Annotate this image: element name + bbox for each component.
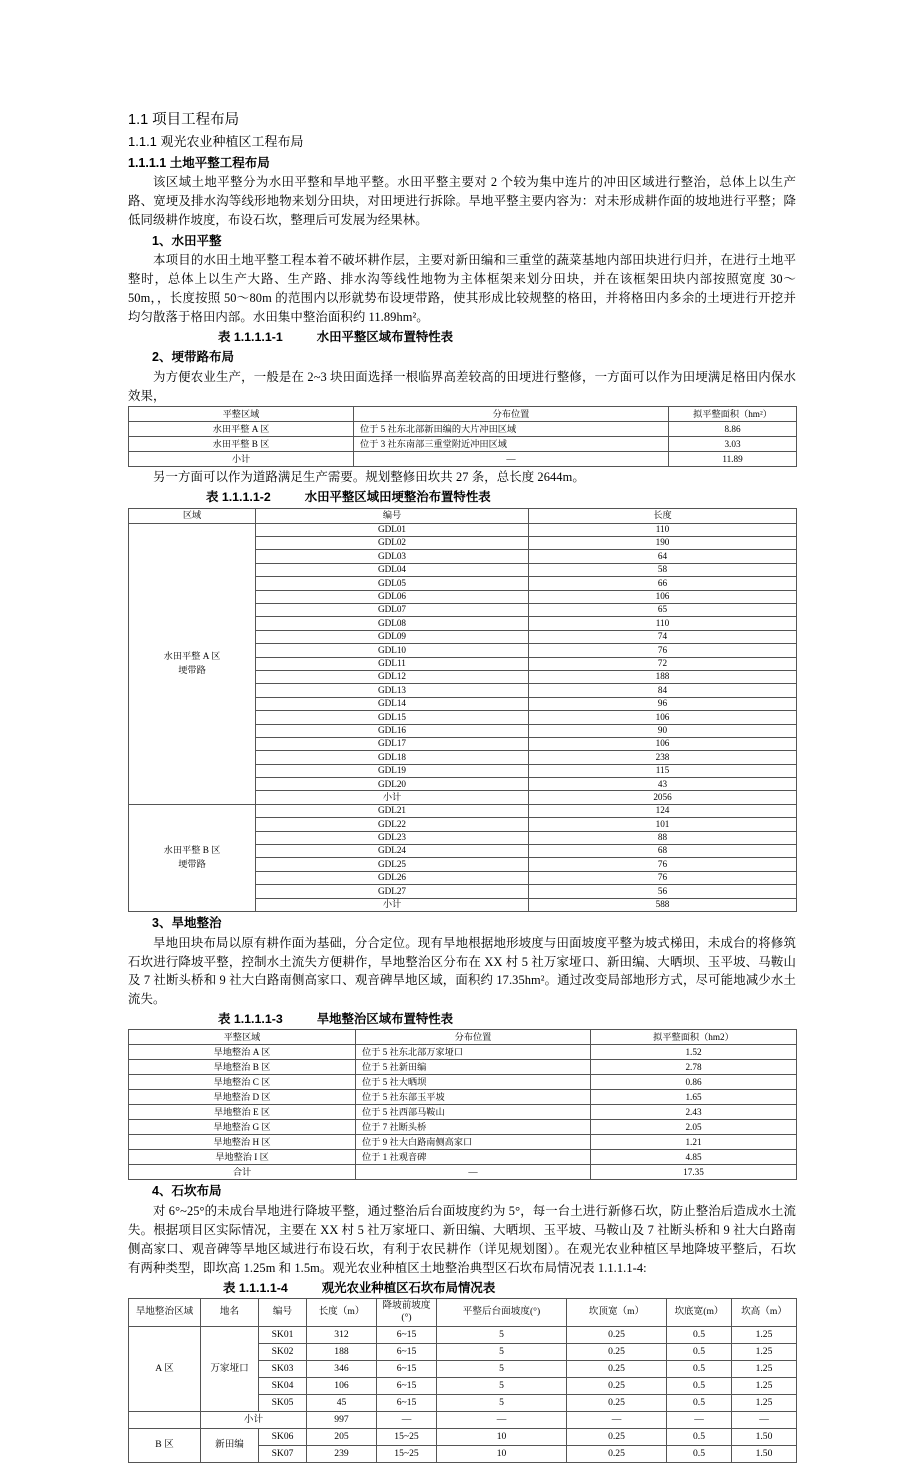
- cell-subtotal-top-width: —: [567, 1411, 667, 1428]
- cell-area: 旱地整治 E 区: [129, 1105, 356, 1120]
- table-caption-3-number: 表 1.1.1.1-3: [218, 1012, 283, 1027]
- cell-size: 1.65: [591, 1090, 797, 1105]
- cell-area: 小计: [129, 452, 354, 467]
- col-header-region: 区域: [129, 508, 256, 523]
- cell-code: GDL03: [256, 550, 529, 563]
- col-header-length: 长度: [529, 508, 797, 523]
- cell-length: 68: [529, 845, 797, 858]
- table-row: [129, 508, 797, 523]
- cell-size: 2.78: [591, 1060, 797, 1075]
- cell-length: 110: [529, 617, 797, 630]
- col-header-slope-after: 平整后台面坡度(°): [437, 1298, 567, 1326]
- paragraph-paddy-leveling: 本项目的水田土地平整工程本着不破坏耕作层，主要对新田编和三重堂的蔬菜基地内部田块进行归并，在进行土地平整时，总体上以生产大路、生产路、排水沟等线性地物为主体框架来划分田块，并在该框架田块内部按照宽度 30～50m，，长度按照 50～80m 的范围内以形就势布设埂带路，使其形成比较规整的格田，并将格田内多余的土埂进行开挖并均匀散落于格田内部。水田集中整治面积约 11.89hm²。: [128, 253, 796, 324]
- cell-code: GDL15: [256, 711, 529, 724]
- cell-area: 旱地整治 I 区: [129, 1150, 356, 1165]
- cell-code: GDL14: [256, 697, 529, 710]
- cell-length: 101: [529, 818, 797, 831]
- cell-code: GDL04: [256, 563, 529, 576]
- cell-slope-after: 5: [437, 1343, 567, 1360]
- table-row: [129, 1075, 797, 1090]
- cell-subtotal-slope-before: —: [377, 1411, 437, 1428]
- table-row: [129, 804, 797, 817]
- col-header-location: 分布位置: [354, 407, 669, 422]
- cell-slope-before: 6~15: [377, 1394, 437, 1411]
- table-row: [129, 1326, 797, 1343]
- cell-length: 66: [529, 577, 797, 590]
- table-row: [129, 1150, 797, 1165]
- cell-slope-before: 15~25: [377, 1428, 437, 1445]
- cell-location: 位于 9 社大白路南侧高家口: [356, 1135, 591, 1150]
- table-caption-4-number: 表 1.1.1.1-4: [223, 1280, 288, 1295]
- cell-subtotal-blank: [129, 1411, 201, 1428]
- section-title-paddy-leveling: 1、水田平整: [152, 233, 222, 248]
- cell-code: GDL26: [256, 871, 529, 884]
- cell-region-a: A 区: [129, 1326, 201, 1411]
- cell-code: GDL22: [256, 818, 529, 831]
- cell-region-group-b: [129, 804, 256, 911]
- cell-code: SK01: [259, 1326, 307, 1343]
- cell-code: GDL01: [256, 523, 529, 536]
- cell-code: GDL20: [256, 778, 529, 791]
- cell-area: 水田平整 B 区: [129, 437, 354, 452]
- cell-total-label: 合计: [129, 1165, 356, 1180]
- cell-size: 1.52: [591, 1045, 797, 1060]
- cell-slope-after: 5: [437, 1394, 567, 1411]
- cell-height: 1.50: [732, 1445, 797, 1462]
- cell-location: 位于 1 社观音碑: [356, 1150, 591, 1165]
- col-header-place-name: 地名: [201, 1298, 259, 1326]
- col-header-area-size: 拟平整面积（hm2）: [591, 1030, 797, 1045]
- cell-slope-before: 6~15: [377, 1360, 437, 1377]
- cell-top-width: 0.25: [567, 1360, 667, 1377]
- cell-subtotal-value: 588: [529, 898, 797, 911]
- cell-size: 2.05: [591, 1120, 797, 1135]
- cell-region-group-a: [129, 523, 256, 804]
- cell-total-location: —: [356, 1165, 591, 1180]
- cell-location: 位于 7 社断头桥: [356, 1120, 591, 1135]
- cell-length: 205: [307, 1428, 377, 1445]
- cell-length: 76: [529, 871, 797, 884]
- cell-height: 1.50: [732, 1428, 797, 1445]
- cell-code: GDL05: [256, 577, 529, 590]
- cell-place-a: 万家垭口: [201, 1326, 259, 1411]
- col-header-slope-before: 降坡前坡度(°): [377, 1298, 437, 1326]
- cell-top-width: 0.25: [567, 1445, 667, 1462]
- table-row: [129, 422, 797, 437]
- cell-code: GDL27: [256, 885, 529, 898]
- cell-bottom-width: 0.5: [667, 1428, 732, 1445]
- cell-size: 0.86: [591, 1075, 797, 1090]
- col-header-area: 平整区域: [129, 1030, 356, 1045]
- cell-code: GDL11: [256, 657, 529, 670]
- section-heading-1-1-1: 1.1.1 观光农业种植区工程布局: [128, 134, 304, 150]
- cell-length: 190: [529, 537, 797, 550]
- cell-total-size: 17.35: [591, 1165, 797, 1180]
- cell-size: 8.86: [669, 422, 797, 437]
- table-stone-ridge-layout: [128, 1298, 797, 1463]
- cell-location: 位于 5 社西部马鞍山: [356, 1105, 591, 1120]
- cell-area: 旱地整治 H 区: [129, 1135, 356, 1150]
- cell-code: SK07: [259, 1445, 307, 1462]
- region-label-line2: 埂带路: [178, 664, 206, 675]
- cell-height: 1.25: [732, 1343, 797, 1360]
- table-row: [129, 1105, 797, 1120]
- table-caption-2-number: 表 1.1.1.1-2: [206, 490, 271, 505]
- cell-subtotal-length: 997: [307, 1411, 377, 1428]
- table-paddy-leveling-areas: [128, 406, 797, 467]
- cell-code: GDL24: [256, 845, 529, 858]
- cell-bottom-width: 0.5: [667, 1377, 732, 1394]
- cell-code: GDL02: [256, 537, 529, 550]
- cell-length: 346: [307, 1360, 377, 1377]
- cell-area: 旱地整治 G 区: [129, 1120, 356, 1135]
- col-header-height: 坎高（m）: [732, 1298, 797, 1326]
- cell-area: 旱地整治 A 区: [129, 1045, 356, 1060]
- cell-length: 88: [529, 831, 797, 844]
- paragraph-ridge-road-layout: 为方便农业生产，一般是在 2~3 块田面选择一根临界高差较高的田埂进行整修，一方面可以作为田埂满足格田内保水效果，: [128, 369, 796, 403]
- col-header-code: 编号: [259, 1298, 307, 1326]
- cell-subtotal-label: 小计: [256, 791, 529, 804]
- cell-length: 96: [529, 697, 797, 710]
- cell-top-width: 0.25: [567, 1326, 667, 1343]
- cell-bottom-width: 0.5: [667, 1326, 732, 1343]
- cell-length: 58: [529, 563, 797, 576]
- cell-subtotal-height: —: [732, 1411, 797, 1428]
- table-caption-1-title: 水田平整区域布置特性表: [316, 329, 454, 344]
- cell-code: GDL17: [256, 737, 529, 750]
- cell-slope-after: 5: [437, 1326, 567, 1343]
- cell-length: 56: [529, 885, 797, 898]
- section-title-ridge-road-layout: 2、埂带路布局: [152, 350, 234, 364]
- cell-slope-before: 6~15: [377, 1377, 437, 1394]
- table-row: [129, 437, 797, 452]
- cell-area: 旱地整治 C 区: [129, 1075, 356, 1090]
- paragraph-stone-ridge-layout: 对 6°~25°的未成台旱地进行降坡平整，通过整治后台面坡度约为 5°，每一台土进行新修石坎，防止整治后造成水土流失。根据项目区实际情况，主要在 XX 村 5 社万家垭口、新田编、大晒坝、玉平坡、马鞍山及 7 社断头桥和 9 社大白路南侧高家口、观音碑等旱地区域进行布设石坎，有利于农民耕作（详见规划图）。在观光农业种植区旱地降坡平整后，石坎有两种类型，即坎高 1.25m 和 1.5m。观光农业种植区土地整治典型区石坎布局情况表 1.1.1.1-4:: [128, 1204, 796, 1275]
- col-header-top-width: 坎顶宽（m）: [567, 1298, 667, 1326]
- cell-length: 84: [529, 684, 797, 697]
- cell-code: GDL08: [256, 617, 529, 630]
- paragraph-dryland-treatment: 旱地田块布局以原有耕作面为基础，分合定位。现有旱地根据地形坡度与田面坡度平整为坡式梯田，未成台的将修筑石坎进行降坡平整，控制水土流失方便耕作，旱地整治区分布在 XX 村 5 社万家垭口、新田编、大晒坝、玉平坡、马鞍山及 7 社断头桥和 9 社大白路南侧高家口、观音碑旱地区域，面积约 17.35hm²。通过改变局部地形方式，尽可能地减少水土流失。: [128, 935, 796, 1007]
- cell-code: GDL23: [256, 831, 529, 844]
- table-caption-2-title: 水田平整区域田埂整治布置特性表: [304, 490, 491, 505]
- cell-code: GDL06: [256, 590, 529, 603]
- cell-length: 106: [529, 737, 797, 750]
- cell-length: 64: [529, 550, 797, 563]
- table-row: [129, 1090, 797, 1105]
- cell-top-width: 0.25: [567, 1343, 667, 1360]
- cell-code: GDL13: [256, 684, 529, 697]
- table-row: [129, 1165, 797, 1180]
- col-header-location: 分布位置: [356, 1030, 591, 1045]
- table-row: [129, 1060, 797, 1075]
- cell-length: 76: [529, 644, 797, 657]
- cell-size: 4.85: [591, 1150, 797, 1165]
- cell-length: 124: [529, 804, 797, 817]
- cell-code: SK06: [259, 1428, 307, 1445]
- cell-area: 旱地整治 D 区: [129, 1090, 356, 1105]
- cell-length: 90: [529, 724, 797, 737]
- col-header-area-size: 拟平整面积（hm²）: [669, 407, 797, 422]
- col-header-dryland-region: 旱地整治区域: [129, 1298, 201, 1326]
- cell-code: SK04: [259, 1377, 307, 1394]
- table-dryland-areas: [128, 1029, 797, 1180]
- cell-bottom-width: 0.5: [667, 1445, 732, 1462]
- table-caption-4: [128, 1280, 796, 1297]
- cell-subtotal-label: 小计: [256, 898, 529, 911]
- cell-code: SK05: [259, 1394, 307, 1411]
- region-label-line1: 水田平整 A 区: [163, 650, 221, 661]
- cell-location: 位于 5 社东北部新田编的大片冲田区域: [354, 422, 669, 437]
- cell-length: 115: [529, 764, 797, 777]
- table-row: [129, 1030, 797, 1045]
- table-row: [129, 1135, 797, 1150]
- cell-place-b: 新田编: [201, 1428, 259, 1462]
- cell-area: 旱地整治 B 区: [129, 1060, 356, 1075]
- cell-subtotal-slope-after: —: [437, 1411, 567, 1428]
- cell-location: 位于 5 社新田编: [356, 1060, 591, 1075]
- cell-code: GDL16: [256, 724, 529, 737]
- col-header-area: 平整区域: [129, 407, 354, 422]
- table-ridge-treatment: [128, 508, 797, 912]
- col-header-code: 编号: [256, 508, 529, 523]
- cell-length: 238: [529, 751, 797, 764]
- cell-code: GDL10: [256, 644, 529, 657]
- intro-paragraph: 该区域土地平整分为水田平整和旱地平整。水田平整主要对 2 个较为集中连片的冲田区域进行整治，总体上以生产路、宽埂及排水沟等线形地物来划分田块，对田埂进行拆除。旱地平整主要内容为：对未形成耕作面的坡地进行平整；降低同级耕作坡度，布设石坎，整理后可发展为经果林。: [128, 174, 796, 227]
- cell-length: 188: [529, 670, 797, 683]
- table-caption-3-title: 旱地整治区域布置特性表: [316, 1012, 454, 1027]
- cell-subtotal-label: 小计: [201, 1411, 307, 1428]
- cell-slope-before: 15~25: [377, 1445, 437, 1462]
- table-row: [129, 1298, 797, 1326]
- table-row: [129, 452, 797, 467]
- table-caption-3: [128, 1011, 796, 1028]
- cell-length: 65: [529, 603, 797, 616]
- cell-size: 11.89: [669, 452, 797, 467]
- cell-code: GDL12: [256, 670, 529, 683]
- cell-height: 1.25: [732, 1394, 797, 1411]
- cell-bottom-width: 0.5: [667, 1343, 732, 1360]
- cell-top-width: 0.25: [567, 1428, 667, 1445]
- page-title: 1.1 项目工程布局: [128, 112, 240, 128]
- col-header-bottom-width: 坎底宽(m）: [667, 1298, 732, 1326]
- cell-length: 106: [529, 590, 797, 603]
- cell-length: 45: [307, 1394, 377, 1411]
- cell-code: GDL25: [256, 858, 529, 871]
- cell-slope-before: 6~15: [377, 1343, 437, 1360]
- table-caption-4-title: 观光农业种植区石坎布局情况表: [321, 1280, 496, 1295]
- cell-top-width: 0.25: [567, 1394, 667, 1411]
- section-title-dryland-treatment: 3、旱地整治: [152, 915, 222, 930]
- cell-height: 1.25: [732, 1360, 797, 1377]
- col-header-length: 长度（m）: [307, 1298, 377, 1326]
- cell-slope-after: 10: [437, 1428, 567, 1445]
- cell-location: —: [354, 452, 669, 467]
- cell-size: 1.21: [591, 1135, 797, 1150]
- page-content: [128, 110, 796, 1463]
- cell-code: GDL19: [256, 764, 529, 777]
- table-row: [129, 407, 797, 422]
- cell-length: 74: [529, 630, 797, 643]
- cell-length: 110: [529, 523, 797, 536]
- cell-code: SK03: [259, 1360, 307, 1377]
- cell-code: GDL09: [256, 630, 529, 643]
- cell-length: 106: [307, 1377, 377, 1394]
- subsection-heading-1-1-1-1: 1.1.1.1 土地平整工程布局: [128, 155, 270, 170]
- table-row: [129, 1428, 797, 1445]
- cell-length: 106: [529, 711, 797, 724]
- cell-slope-before: 6~15: [377, 1326, 437, 1343]
- cell-code: SK02: [259, 1343, 307, 1360]
- cell-subtotal-value: 2056: [529, 791, 797, 804]
- table-caption-2: [128, 489, 796, 506]
- cell-code: GDL21: [256, 804, 529, 817]
- cell-code: GDL07: [256, 603, 529, 616]
- cell-location: 位于 5 社大晒坝: [356, 1075, 591, 1090]
- cell-length: 239: [307, 1445, 377, 1462]
- cell-length: 312: [307, 1326, 377, 1343]
- section-title-stone-ridge-layout: 4、石坎布局: [152, 1184, 222, 1199]
- cell-region-b: B 区: [129, 1428, 201, 1462]
- paragraph-ridge-road-after: 另一方面可以作为道路满足生产需要。规划整修田坎共 27 条，总长度 2644m。: [153, 470, 585, 485]
- cell-area: 水田平整 A 区: [129, 422, 354, 437]
- region-label-line1: 水田平整 B 区: [163, 845, 221, 856]
- cell-bottom-width: 0.5: [667, 1360, 732, 1377]
- cell-height: 1.25: [732, 1377, 797, 1394]
- table-row: [129, 523, 797, 536]
- cell-location: 位于 5 社东北部万家垭口: [356, 1045, 591, 1060]
- table-row: [129, 1045, 797, 1060]
- region-label-line2: 埂带路: [178, 858, 206, 869]
- cell-bottom-width: 0.5: [667, 1394, 732, 1411]
- cell-top-width: 0.25: [567, 1377, 667, 1394]
- cell-slope-after: 10: [437, 1445, 567, 1462]
- cell-size: 2.43: [591, 1105, 797, 1120]
- cell-location: 位于 5 社东部玉平坡: [356, 1090, 591, 1105]
- table-row: [129, 1411, 797, 1428]
- cell-location: 位于 3 社东南部三重堂附近冲田区域: [354, 437, 669, 452]
- cell-length: 72: [529, 657, 797, 670]
- cell-length: 188: [307, 1343, 377, 1360]
- cell-slope-after: 5: [437, 1377, 567, 1394]
- table-caption-1-number: 表 1.1.1.1-1: [218, 329, 283, 344]
- table-caption-1: [128, 329, 796, 346]
- cell-code: GDL18: [256, 751, 529, 764]
- cell-height: 1.25: [732, 1326, 797, 1343]
- table-row: [129, 1120, 797, 1135]
- cell-size: 3.03: [669, 437, 797, 452]
- cell-length: 43: [529, 778, 797, 791]
- cell-length: 76: [529, 858, 797, 871]
- cell-subtotal-bottom-width: —: [667, 1411, 732, 1428]
- cell-slope-after: 5: [437, 1360, 567, 1377]
